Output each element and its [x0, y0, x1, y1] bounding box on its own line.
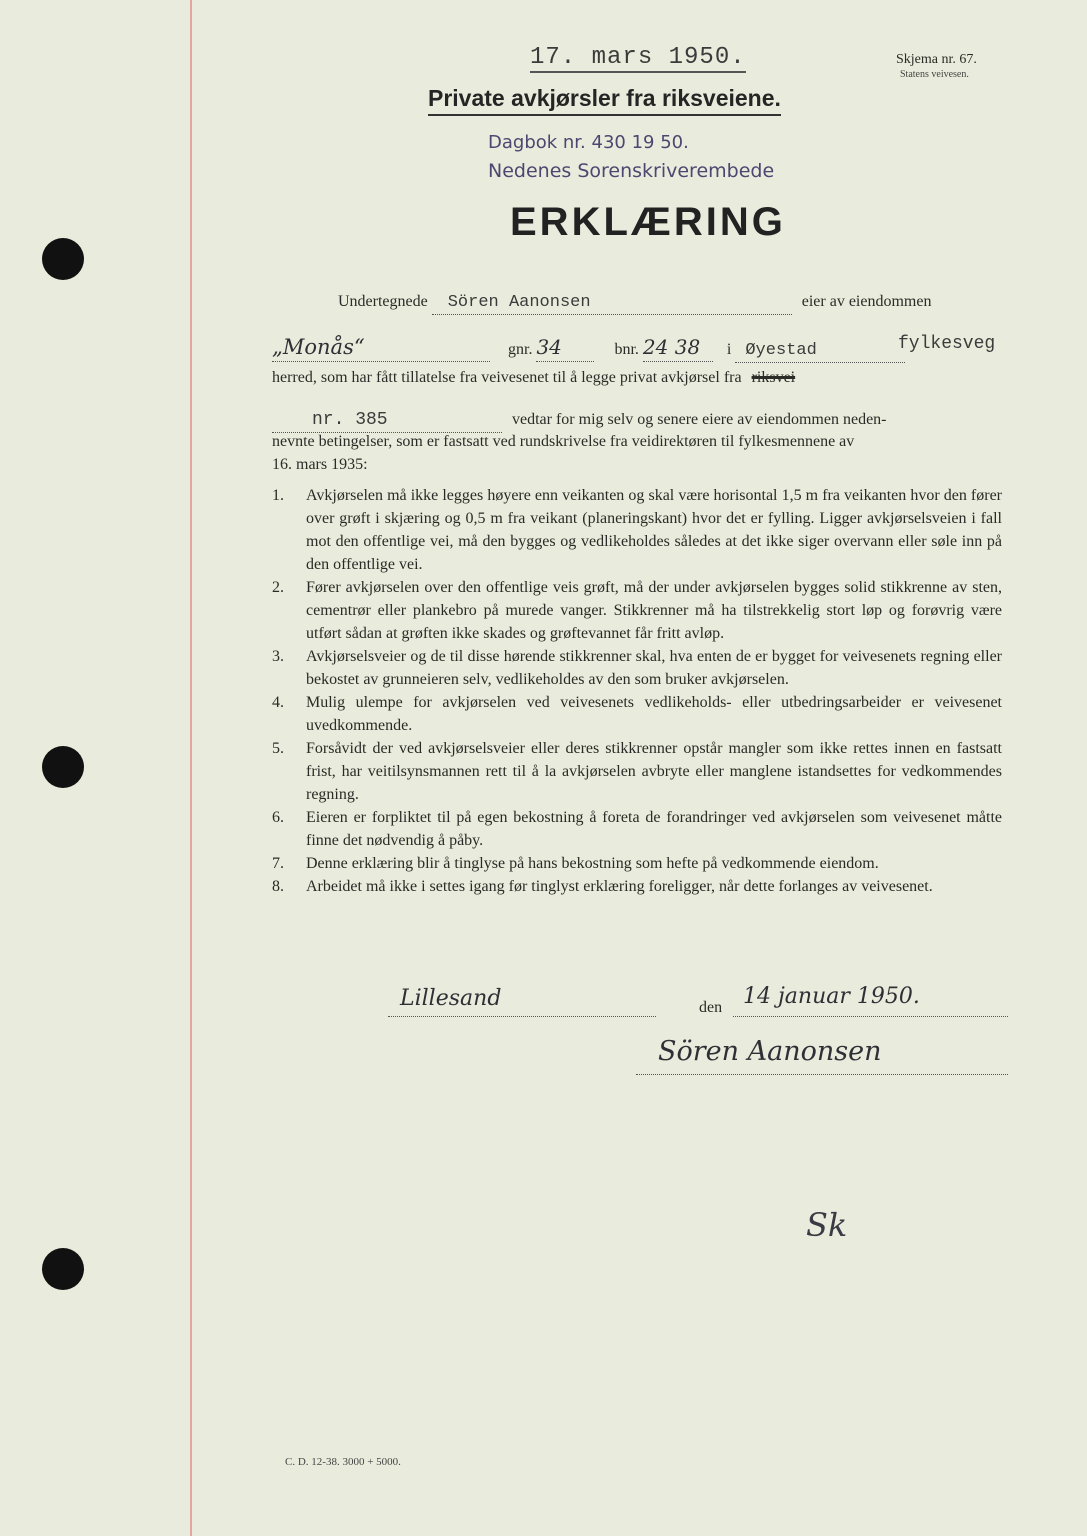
herred-text: herred, som har fått tillatelse fra veivesenet til å legge privat avkjørsel fra: [272, 369, 742, 386]
form-title: Private avkjørsler fra riksveiene.: [428, 85, 781, 116]
herred-line: [272, 366, 795, 389]
condition-number: 1.: [272, 487, 284, 504]
property-field: [272, 336, 490, 362]
road-text: vedtar for mig selv og senere eiere av eiendommen neden-: [512, 411, 887, 428]
schema-sub: Statens veivesen.: [900, 69, 969, 80]
condition-number: 5.: [272, 740, 284, 757]
condition-number: 6.: [272, 809, 284, 826]
bnr-label: bnr.: [614, 341, 639, 358]
bnr-value: 24 38: [642, 335, 701, 359]
conditions-list: [272, 484, 1002, 898]
print-footer: C. D. 12-38. 3000 + 5000.: [285, 1456, 401, 1468]
property-line: [272, 336, 905, 363]
municipality-field: [735, 338, 905, 363]
place-value: Lillesand: [400, 986, 502, 1011]
condition-number: 4.: [272, 694, 284, 711]
condition-number: 7.: [272, 855, 284, 872]
condition-number: 3.: [272, 648, 284, 665]
condition-item: [272, 576, 1002, 645]
condition-text: Eieren er forpliktet til på egen bekostning å foreta de forandringer ved avkjørselen som veivesenet måtte finne det nødvendig å påby.: [306, 809, 1002, 849]
in-label: i: [726, 341, 732, 358]
punch-hole-bottom: [42, 1248, 84, 1290]
condition-item: [272, 875, 1002, 898]
gnr-value: 34: [536, 335, 562, 359]
date-label: den: [699, 999, 723, 1016]
owner-label: eier av eiendommen: [801, 293, 932, 310]
owner-signature: Sören Aanonsen: [658, 1036, 882, 1067]
struck-word: riksvei: [751, 369, 796, 386]
condition-item: [272, 852, 1002, 875]
schema-label: Skjema nr. 67.: [896, 52, 977, 67]
conditions-intro-line3: 16. mars 1935:: [272, 456, 368, 473]
condition-text: Arbeidet må ikke i settes igang før tinglyst erklæring foreligger, når dette forlanges av veivesenet.: [306, 878, 933, 895]
road-type-value: fylkesveg: [898, 334, 996, 354]
condition-text: Mulig ulempe for avkjørselen ved veivesenets vedlikeholds- eller utbedringsarbeider er veivesenet uvedkommende.: [306, 694, 1002, 734]
undersigned-label: Undertegnede: [338, 293, 428, 310]
signature-line: [636, 1036, 1008, 1075]
condition-item: [272, 645, 1002, 691]
margin-line: [190, 0, 192, 1536]
road-number: nr. 385: [312, 410, 388, 430]
punch-hole-top: [42, 238, 84, 280]
condition-number: 2.: [272, 579, 284, 596]
place-field: [388, 986, 656, 1017]
municipality-value: Øyestad: [745, 341, 817, 360]
condition-text: Avkjørselsveier og de til disse hørende stikkrenner skal, hva enten de er bygget for veivesenets regning eller bekostet av grunneieren selv, vedlikeholdes av den som bruker avkjørselen.: [306, 648, 1002, 688]
conditions-intro-line2: nevnte betingelser, som er fastsatt ved rundskrivelse fra veidirektøren til fylkesmennene av: [272, 433, 855, 450]
gnr-field: [536, 336, 594, 362]
owner-name: Sören Aanonsen: [447, 293, 591, 312]
court-stamp: Nedenes Sorenskriverembede: [488, 160, 775, 182]
condition-text: Denne erklæring blir å tinglyse på hans bekostning som hefte på vedkommende eiendom.: [306, 855, 879, 872]
document-heading: ERKLÆRING: [510, 200, 786, 244]
condition-text: Avkjørselen må ikke legges høyere enn veikanten og skal være horisontal 1,5 m fra veikanten hvor den fører over grøft i skjæring og 0,5 m fra veikant (planeringskant) hvor det er fylling. Ligger avkjørselsveien i fall mot den offentlige vei, må den bygges og vedlikeholdes således at det ikke siger overvann eller søle inn på den offentlige vei.: [306, 487, 1002, 573]
gnr-label: gnr.: [508, 341, 533, 358]
punch-hole-middle: [42, 746, 84, 788]
undersigned-line: [338, 290, 931, 315]
condition-item: [272, 737, 1002, 806]
property-name: „Monås“: [272, 335, 365, 359]
journal-stamp: Dagbok nr. 430 19 50.: [488, 132, 689, 153]
condition-number: 8.: [272, 878, 284, 895]
clerk-initials: Sk: [806, 1206, 848, 1244]
date-stamp: 17. mars 1950.: [530, 44, 746, 71]
condition-text: Fører avkjørselen over den offentlige veis grøft, må der under avkjørselen bygges solid stikkrenne av sten, cementrør eller plankebro på murede vanger. Stikkrenner må ha tilstrekkelig stort løp og forøvrig være utført sådan at grøften ikke skades og grøftevannet får fritt avløp.: [306, 579, 1002, 642]
condition-text: Forsåvidt der ved avkjørselsveier eller deres stikkrenner opstår mangler som ikke rettes innen en fastsatt frist, har veitilsynsmannen rett til å la avkjørselen avbryte eller manglene istandsettes for vedkommendes regning.: [306, 740, 1002, 803]
date-value: 14 januar 1950.: [743, 984, 920, 1009]
bnr-field: [643, 336, 713, 362]
condition-item: [272, 484, 1002, 576]
condition-item: [272, 691, 1002, 737]
name-field: [432, 290, 792, 315]
date-field: [733, 984, 1008, 1017]
condition-item: [272, 806, 1002, 852]
